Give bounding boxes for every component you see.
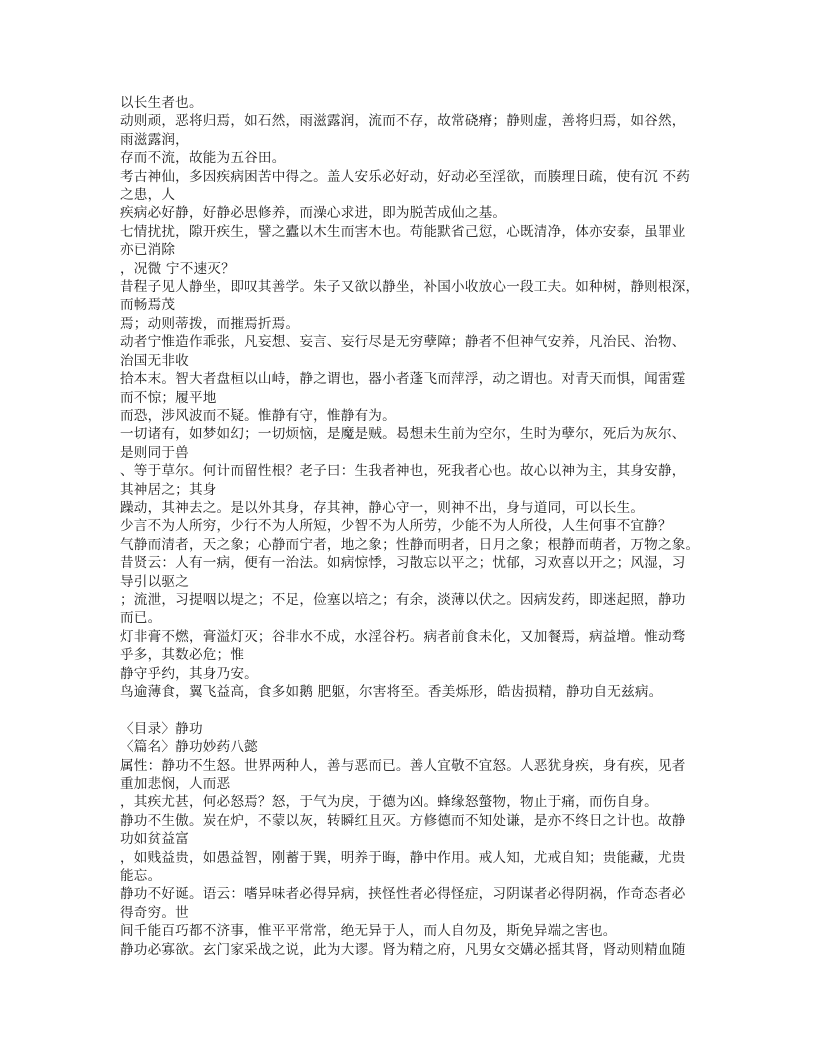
text-line: 而恐，涉风波而不疑。惟静有守，惟静有为。	[120, 407, 396, 424]
text-line: 重加悲悯，人而恶	[120, 776, 231, 793]
text-line: ；流泄，习提咽以堤之；不足，俭塞以培之；有余，淡薄以伏之。因病发药，即迷起照，静功	[120, 591, 686, 608]
text-line: 乎多，其数必危；惟	[120, 647, 245, 664]
text-line: 亦已消除	[120, 242, 176, 259]
section-jinggong-eight-virtues	[120, 720, 704, 959]
text-line: 雨滋露润，	[120, 131, 189, 148]
text-line: 存而不流，故能为五谷田。	[120, 150, 286, 167]
text-line: 属性：静功不生怒。世界两种人，善与恶而已。善人宜敬不宜怒。人恶犹身疾，身有疾，见者	[120, 757, 686, 774]
text-line: 动则顽，恶将归焉，如石然，雨滋露润，流而不存，故常硗瘠；静则虚，善将归焉，如谷然，	[120, 113, 686, 130]
text-line: 气静而清者，天之象；心静而宁者，地之象；性静而明者，日月之象；根静而萌者，万物之象。	[120, 536, 700, 553]
text-line: 静守乎约，其身乃安。	[120, 665, 258, 682]
text-line: 静功不好诞。语云：嗜异味者必得异病，挟怪性者必得怪症，习阴谋者必得阴祸，作奇态者必	[120, 886, 686, 903]
text-line: 之患，人	[120, 187, 176, 204]
text-line: 其神居之；其身	[120, 481, 217, 498]
text-line: 、等于草尔。何计而留性根？老子曰：生我者神也，死我者心也。故心以神为主，其身安静，	[120, 463, 686, 480]
text-line: 是则同于兽	[120, 444, 189, 461]
text-line: ，其疾尤甚，何必怒焉？怒，于气为戾，于德为凶。蜂缘怒螫物，物止于痛，而伤自身。	[120, 794, 658, 811]
text-line: 得奇穷。世	[120, 904, 189, 921]
text-line: 静功必寡欲。玄门家采战之说，此为大谬。肾为精之府，凡男女交媾必摇其肾，肾动则精血随	[120, 941, 686, 958]
text-line: 疾病必好静，好静必思修养，而澡心求进，即为脱苦成仙之基。	[120, 205, 507, 222]
text-line: 治国无非收	[120, 352, 189, 369]
text-line: 一切诸有，如梦如幻；一切烦恼，是魔是贼。曷想未生前为空尔，生时为孽尔，死后为灰尔、	[120, 426, 686, 443]
chapter-title: 〈篇名〉静功妙药八懿	[120, 739, 258, 756]
text-line: 功如贫益富	[120, 831, 189, 848]
text-line: 导引以驱之	[120, 573, 189, 590]
text-line: 而畅焉茂	[120, 297, 176, 314]
text-line: 昔贤云：人有一病，便有一治法。如病惊悸，习散忘以平之；忧郁，习欢喜以开之；风湿，习	[120, 555, 686, 572]
text-line: 躁动，其神去之。是以外其身，存其神，静心守一，则神不出，身与道同，可以长生。	[120, 499, 645, 516]
text-line: 动者宁惟造作乖张，凡妄想、妄言、妄行尽是无穷孽障；静者不但神气安养，凡治民、治物、	[120, 334, 686, 351]
text-line: 鸟逾薄食，翼飞益高，食多如鹅 肥躯，尔害将至。香美烁形，皓齿损精，静功自无兹病。	[120, 684, 663, 700]
paragraph-spacer	[120, 701, 704, 719]
text-line: 间千能百巧都不济事，惟平平常常，绝无异于人，而人自勿及，斯免异端之害也。	[120, 923, 617, 940]
text-line: 而不惊；履平地	[120, 389, 217, 406]
text-line: 焉；动则蒂拨，而摧焉折焉。	[120, 315, 300, 332]
text-line: 能忘。	[120, 868, 162, 885]
text-line: 灯非膏不燃，膏溢灯灭；谷非水不成，水淫谷朽。病者前食未化，又加餐焉，病益增。惟动骛	[120, 628, 686, 645]
text-line: 而已。	[120, 610, 162, 627]
text-line: ，况微 宁不速灭？	[120, 260, 235, 277]
document-page	[120, 94, 704, 959]
text-line: 以长生者也。	[120, 95, 203, 111]
text-line: ，如贱益贵，如愚益智，刚蓄于巽，明养于晦，静中作用。戒人知，尤戒自知；贵能藏，尤贵	[120, 849, 686, 866]
text-line: 拾本末。智大者盘桓以山峙，静之谓也，器小者蓬飞而萍浮，动之谓也。对青天而惧，闻雷霆	[120, 371, 686, 388]
section-jinggong-discourse	[120, 94, 704, 701]
text-line: 少言不为人所穷，少行不为人所短，少智不为人所劳，少能不为人所役，人生何事不宜静？	[120, 518, 672, 535]
text-line: 静功不生傲。炭在炉，不蒙以灰，转瞬红且灭。方修德而不知处谦，是亦不终日之计也。故静	[120, 812, 686, 829]
text-line: 七情扰扰，隙开疾生，譬之蠹以木生而害木也。苟能默省己愆，心既清净，体亦安泰，虽罪业	[120, 223, 686, 240]
text-line: 昔程子见人静坐，即叹其善学。朱子又欲以静坐，补国小收放心一段工夫。如种树，静则根深，	[120, 279, 700, 296]
catalog-heading: 〈目录〉静功	[120, 720, 203, 737]
text-line: 考古神仙，多因疾病困苦中得之。盖人安乐必好动，好动必至淫欲，而腠理日疏，使有沉 不药	[120, 168, 691, 185]
